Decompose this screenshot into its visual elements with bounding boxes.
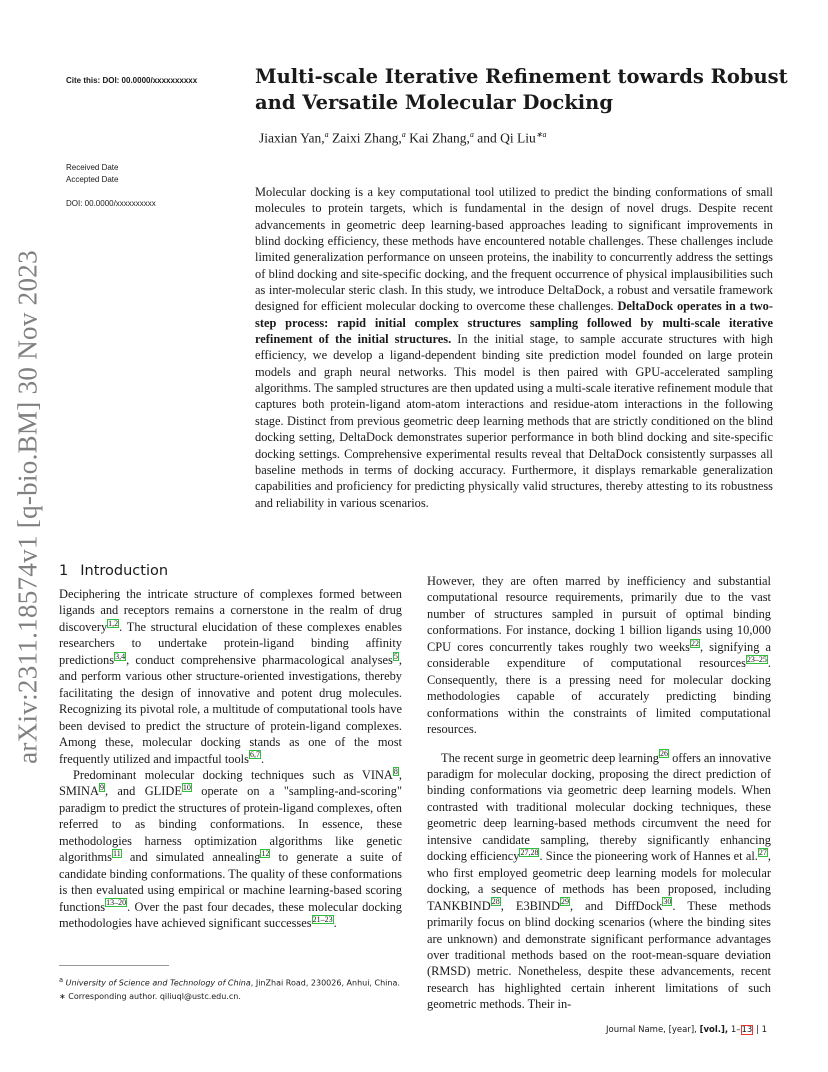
section-heading — [59, 563, 168, 579]
author-list — [259, 130, 546, 147]
citation-link[interactable]: 6,7 — [249, 750, 260, 760]
intro-paragraph-1 — [59, 586, 402, 767]
text-run: . Over the past four decades, these molecular docking methodologies have achieved significant successes — [59, 899, 402, 931]
corresponding-footnote: ∗ Corresponding author. qiliuql@ustc.edu.cn. — [59, 991, 241, 1001]
author-4: and Qi Liu — [473, 130, 536, 146]
arxiv-side-stamp — [8, 250, 48, 764]
citation-link[interactable]: 12 — [261, 849, 270, 859]
affil-mark: a — [324, 130, 329, 139]
citation-link[interactable]: 3,4 — [115, 651, 126, 661]
abstract-bold: DeltaDock operates in a two-step process: rapid initial complex structures sampling followed by multi-scale iterative refinement of the initial structures. — [255, 299, 773, 347]
footnote-divider — [59, 965, 169, 966]
text-run: . — [260, 751, 265, 766]
abstract-text-2: In the initial stage, to sample accurate structures with high efficiency, we develop a ligand-dependent binding site prediction model founded on large protein models and graph neural networks. This model is then paired with GPU-accelerated sampling algorithms. The sampled structures are then updated using a multi-scale iterative refinement module that captures both protein-ligand atom-atom interactions and residue-atom interactions in the following stage. Distinct from previous geometric deep learning methods that are strictly conditioned on the blind docking setting, DeltaDock demonstrates superior performance in both blind docking and site-specific docking settings. Comprehensive experimental results reveal that DeltaDock consistently surpasses all baseline methods in terms of docking accuracy. Furthermore, it displays remarkable generalization capabilities and proficiency for predicting physically valid structures, thereby attesting to its robustness and reliability in various scenarios. — [255, 332, 773, 510]
author-2: Zaixi Zhang, — [328, 130, 402, 146]
abstract-text-1: Molecular docking is a key computational tool utilized to predict the binding conformations of small molecules to protein targets, which is fundamental in the design of novel drugs. Despite recent advancements in geometric deep learning-based approaches leading to significant improvements in blind docking efficiency, these methods have encountered notable challenges. These challenges include limited generalization performance on unseen proteins, the inability to concurrently address the settings of blind docking and site-specific docking, and the frequent occurrence of physical implausibilities such as inter-molecular steric clash. In this study, we introduce DeltaDock, a robust and versatile framework designed for efficient molecular docking to overcome these challenges. — [255, 185, 773, 314]
text-run: and simulated annealing — [121, 850, 261, 865]
received-date: Received Date — [66, 163, 119, 172]
citation-link[interactable]: 29 — [560, 897, 569, 907]
intro-paragraph-4 — [427, 750, 771, 1013]
citation-link[interactable]: 10 — [182, 783, 191, 793]
doi-left: DOI: 00.0000/xxxxxxxxxx — [66, 199, 156, 208]
right-column — [427, 573, 771, 1013]
text-run: The recent surge in geometric deep learning — [441, 750, 659, 765]
paper-title: Multi-scale Iterative Refinement towards Robust and Versatile Molecular Docking — [255, 65, 788, 114]
page-separator: | — [753, 1025, 762, 1035]
text-run: , signifying a considerable expenditure of computational resources — [427, 639, 772, 671]
citation-link[interactable]: 23–25 — [746, 655, 767, 665]
affil-mark: a — [469, 130, 474, 139]
citation-link[interactable]: 27,28 — [520, 848, 539, 858]
intro-paragraph-2 — [59, 767, 402, 932]
text-run: to generate a suite of candidate binding conformations. The quality of these conformations is then evaluated using empirical or machine learning-based scoring functions — [59, 850, 402, 914]
journal-name: Journal Name, [year], — [606, 1025, 700, 1035]
dates-block — [66, 162, 118, 186]
citation-link[interactable]: 22 — [690, 638, 699, 648]
text-run: Predominant molecular docking techniques such as VINA — [73, 767, 393, 782]
text-run: , and perform various other structure-oriented investigations, thereby facilitating the design of innovative and potent drug molecules. Recognizing its pivotal role, a multitude of computational tools have been devised to predict the structure of protein-ligand complexes. Among these, molecular docking stands as one of the most frequently utilized and impactful tools — [59, 652, 402, 766]
citation-link[interactable]: 26 — [659, 749, 668, 759]
page-footer — [606, 1025, 767, 1035]
author-1: Jiaxian Yan, — [259, 130, 325, 146]
arxiv-id-text: arXiv:2311.18574v1 [q-bio.BM] 30 Nov 2023 — [12, 250, 43, 764]
citation-link[interactable]: 1,2 — [108, 618, 119, 628]
text-run: . The structural elucidation of these complexes enables researchers to undertake protein-ligand binding affinity predictions — [59, 619, 402, 667]
text-run: , and GLIDE — [104, 784, 182, 799]
text-run: , who first employed geometric deep learning models for molecular docking, a sequence of methods has been proposed, including TANKBIND — [427, 849, 771, 913]
footnotes — [59, 974, 419, 1003]
text-run: , E3BIND — [500, 898, 560, 913]
accepted-date: Accepted Date — [66, 175, 119, 184]
page-number: 1 — [761, 1025, 768, 1035]
text-run: . Since the pioneering work of Hannes et al. — [539, 849, 758, 864]
citation-link[interactable]: 21–23 — [312, 914, 333, 924]
text-run: However, they are often marred by inefficiency and substantial computational resource requirements, primarily due to the vast number of structures sampled in pursuit of optimal binding conformations. For instance, docking 1 billion ligands using 10,000 CPU cores concurrently takes roughly two weeks — [427, 574, 771, 654]
affiliation-name: University of Science and Technology of China — [65, 978, 251, 988]
text-run: . — [333, 916, 337, 931]
intro-paragraph-3 — [427, 573, 771, 738]
citation-link[interactable]: 5 — [393, 651, 398, 661]
text-run: offers an innovative paradigm for molecular docking, proposing the direct prediction of binding conformations via geometric deep learning models. When contrasted with traditional molecular docking techniques, these geometric deep learning-based methods circumvent the need for intensive candidate sampling, thereby significantly enhancing docking efficiency — [427, 750, 771, 864]
text-run: , and DiffDock — [569, 898, 663, 913]
citation-link[interactable]: 11 — [113, 849, 121, 859]
text-run: Deciphering the intricate structure of complexes formed between ligands and receptors remains a cornerstone in the realm of drug discovery — [59, 587, 402, 634]
affil-mark: a — [401, 130, 406, 139]
abstract — [255, 184, 773, 511]
author-3: Kai Zhang, — [405, 130, 470, 146]
pages-start: 1– — [728, 1025, 741, 1035]
left-column — [59, 586, 402, 932]
text-run: , conduct comprehensive pharmacological analyses — [126, 652, 393, 667]
footnote-mark: a — [59, 976, 64, 984]
corresponding-mark: ∗a — [535, 130, 547, 139]
text-run: operate on a "sampling-and-scoring" paradigm to predict the structures of protein-ligand complexes, often referred to as binding conformations. In essence, these methodologies harness optimization algorithms like genetic algorithms — [59, 784, 403, 865]
affiliation-footnote — [59, 974, 419, 990]
citation-link[interactable]: 28 — [491, 897, 500, 907]
citation-link[interactable]: 27 — [758, 848, 767, 858]
citation-link[interactable]: 8 — [393, 766, 398, 776]
cite-this: Cite this: DOI: 00.0000/xxxxxxxxxx — [66, 76, 198, 85]
section-title: Introduction — [80, 563, 169, 579]
last-page-link[interactable]: 13 — [741, 1025, 753, 1035]
text-run: . Consequently, there is a pressing need for molecular docking methodologies capable of accurately predicting binding conformations within the constraints of limited computational resources. — [427, 656, 771, 737]
text-run: , SMINA — [59, 767, 402, 799]
text-run: . These methods primarily focus on blind docking scenarios (where the binding sites are unknown) and demonstrate significant performance advantages over traditional methods based on the root-mean-square deviation (RMSD) metric. Nonetheless, despite these advancements, recent research has highlighted certain inherent limitations of such geometric methods. Their in- — [427, 898, 771, 1012]
section-number: 1 — [59, 563, 69, 579]
volume: [vol.], — [699, 1025, 729, 1035]
citation-link[interactable]: 30 — [663, 897, 672, 907]
citation-link[interactable]: 9 — [99, 783, 104, 793]
citation-link[interactable]: 13–20 — [106, 898, 127, 908]
affiliation-address: , JinZhai Road, 230026, Anhui, China. — [250, 978, 400, 988]
